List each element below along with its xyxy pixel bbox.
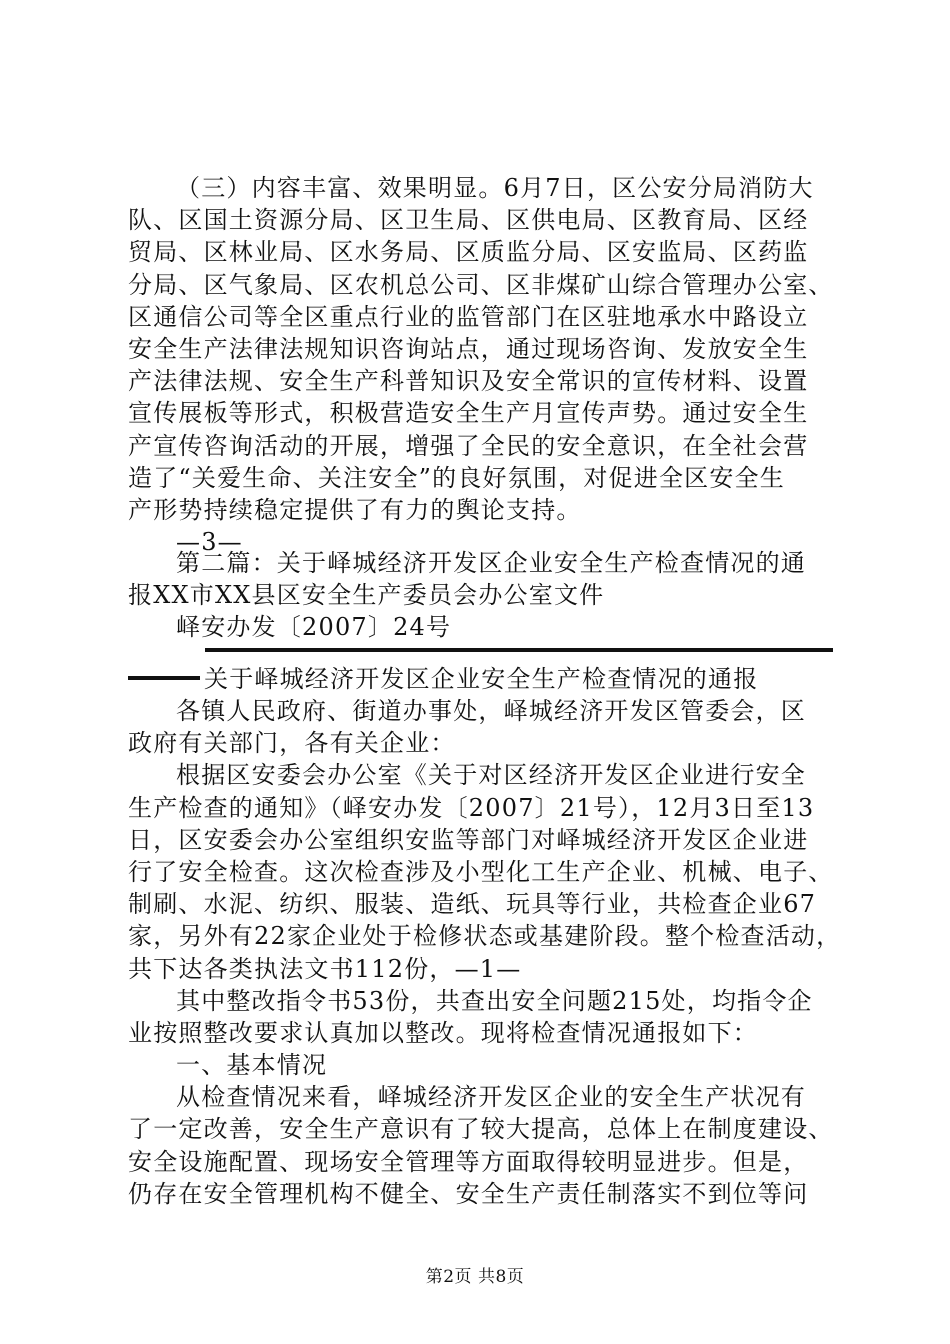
body-line: 政府有关部门，各有关企业： [128, 729, 456, 758]
body-line: 行了安全检查。这次检查涉及小型化工生产企业、机械、电子、 [128, 857, 834, 886]
section-two-heading [128, 547, 828, 644]
body-line: 安全设施配置、现场安全管理等方面取得较明显进步。但是， [128, 1147, 809, 1176]
section-one-paragraph [128, 172, 834, 558]
paragraph-line: 产形势持续稳定提供了有力的舆论支持。 [128, 495, 582, 524]
paragraph-line: 产法律法规、安全生产科普知识及安全常识的宣传材料、设置 [128, 367, 809, 396]
body-line: 日，区安委会办公室组织安监等部门对峄城经济开发区企业进 [128, 825, 809, 854]
heading-line: 第二篇：关于峄城经济开发区企业安全生产检查情况的通 [176, 549, 806, 577]
page-footer [0, 1262, 950, 1287]
body-line: 其中整改指令书53份，共查出安全问题215处，均指令企 [176, 986, 813, 1015]
body-line: 共下达各类执法文书112份，—1— [128, 954, 522, 983]
paragraph-line: 区通信公司等全区重点行业的监管部门在区驻地承水中路设立 [128, 302, 809, 331]
paragraph-line: 分局、区气象局、区农机总公司、区非煤矿山综合管理办公室、 [128, 270, 834, 299]
paragraph-line: （三）内容丰富、效果明显。6月7日，区公安分局消防大 [176, 174, 814, 202]
paragraph-line: 宣传展板等形式，积极营造安全生产月宣传声势。通过安全生 [128, 399, 809, 428]
body-line: 从检查情况来看，峄城经济开发区企业的安全生产状况有 [176, 1083, 806, 1112]
title-dash-decoration [128, 676, 200, 680]
body-line: 家，另外有22家企业处于检修状态或基建阶段。整个检查活动， [128, 922, 842, 951]
paragraph-line: 队、区国土资源分局、区卫生局、区供电局、区教育局、区经 [128, 206, 809, 235]
notice-title-row [128, 663, 828, 695]
notice-title: 关于峄城经济开发区企业安全生产检查情况的通报 [204, 665, 759, 693]
body-line: 生产检查的通知》（峄安办发〔2007〕21号），12月3日至13 [128, 793, 815, 822]
body-line: 仍存在安全管理机构不健全、安全生产责任制落实不到位等问 [128, 1179, 809, 1208]
paragraph-line: 造了“关爱生命、关注安全”的良好氛围，对促进全区安全生 [128, 463, 785, 492]
paragraph-line: 产宣传咨询活动的开展，增强了全民的安全意识，在全社会营 [128, 431, 809, 460]
heading-line: 报XX市XX县区安全生产委员会办公室文件 [128, 581, 605, 610]
paragraph-line: 安全生产法律法规知识咨询站点，通过现场咨询、发放安全生 [128, 334, 809, 363]
body-line: 各镇人民政府、街道办事处，峄城经济开发区管委会，区 [176, 697, 806, 725]
header-divider-rule [205, 648, 833, 652]
body-line: 了一定改善，安全生产意识有了较大提高，总体上在制度建设、 [128, 1115, 834, 1144]
page-marker: —3— [176, 528, 243, 557]
page-number-label: 第2页 共8页 [425, 1267, 525, 1287]
body-line: 根据区安委会办公室《关于对区经济开发区企业进行安全 [176, 761, 806, 790]
section-subheading: 一、基本情况 [176, 1051, 328, 1080]
body-line: 制刷、水泥、纺织、服装、造纸、玩具等行业，共检查企业67 [128, 890, 817, 919]
paragraph-line: 贸局、区林业局、区水务局、区质监分局、区安监局、区药监 [128, 238, 809, 267]
section-two-body [128, 695, 842, 1210]
body-line: 业按照整改要求认真加以整改。现将检查情况通报如下： [128, 1018, 758, 1047]
doc-number: 峄安办发〔2007〕24号 [176, 613, 452, 642]
